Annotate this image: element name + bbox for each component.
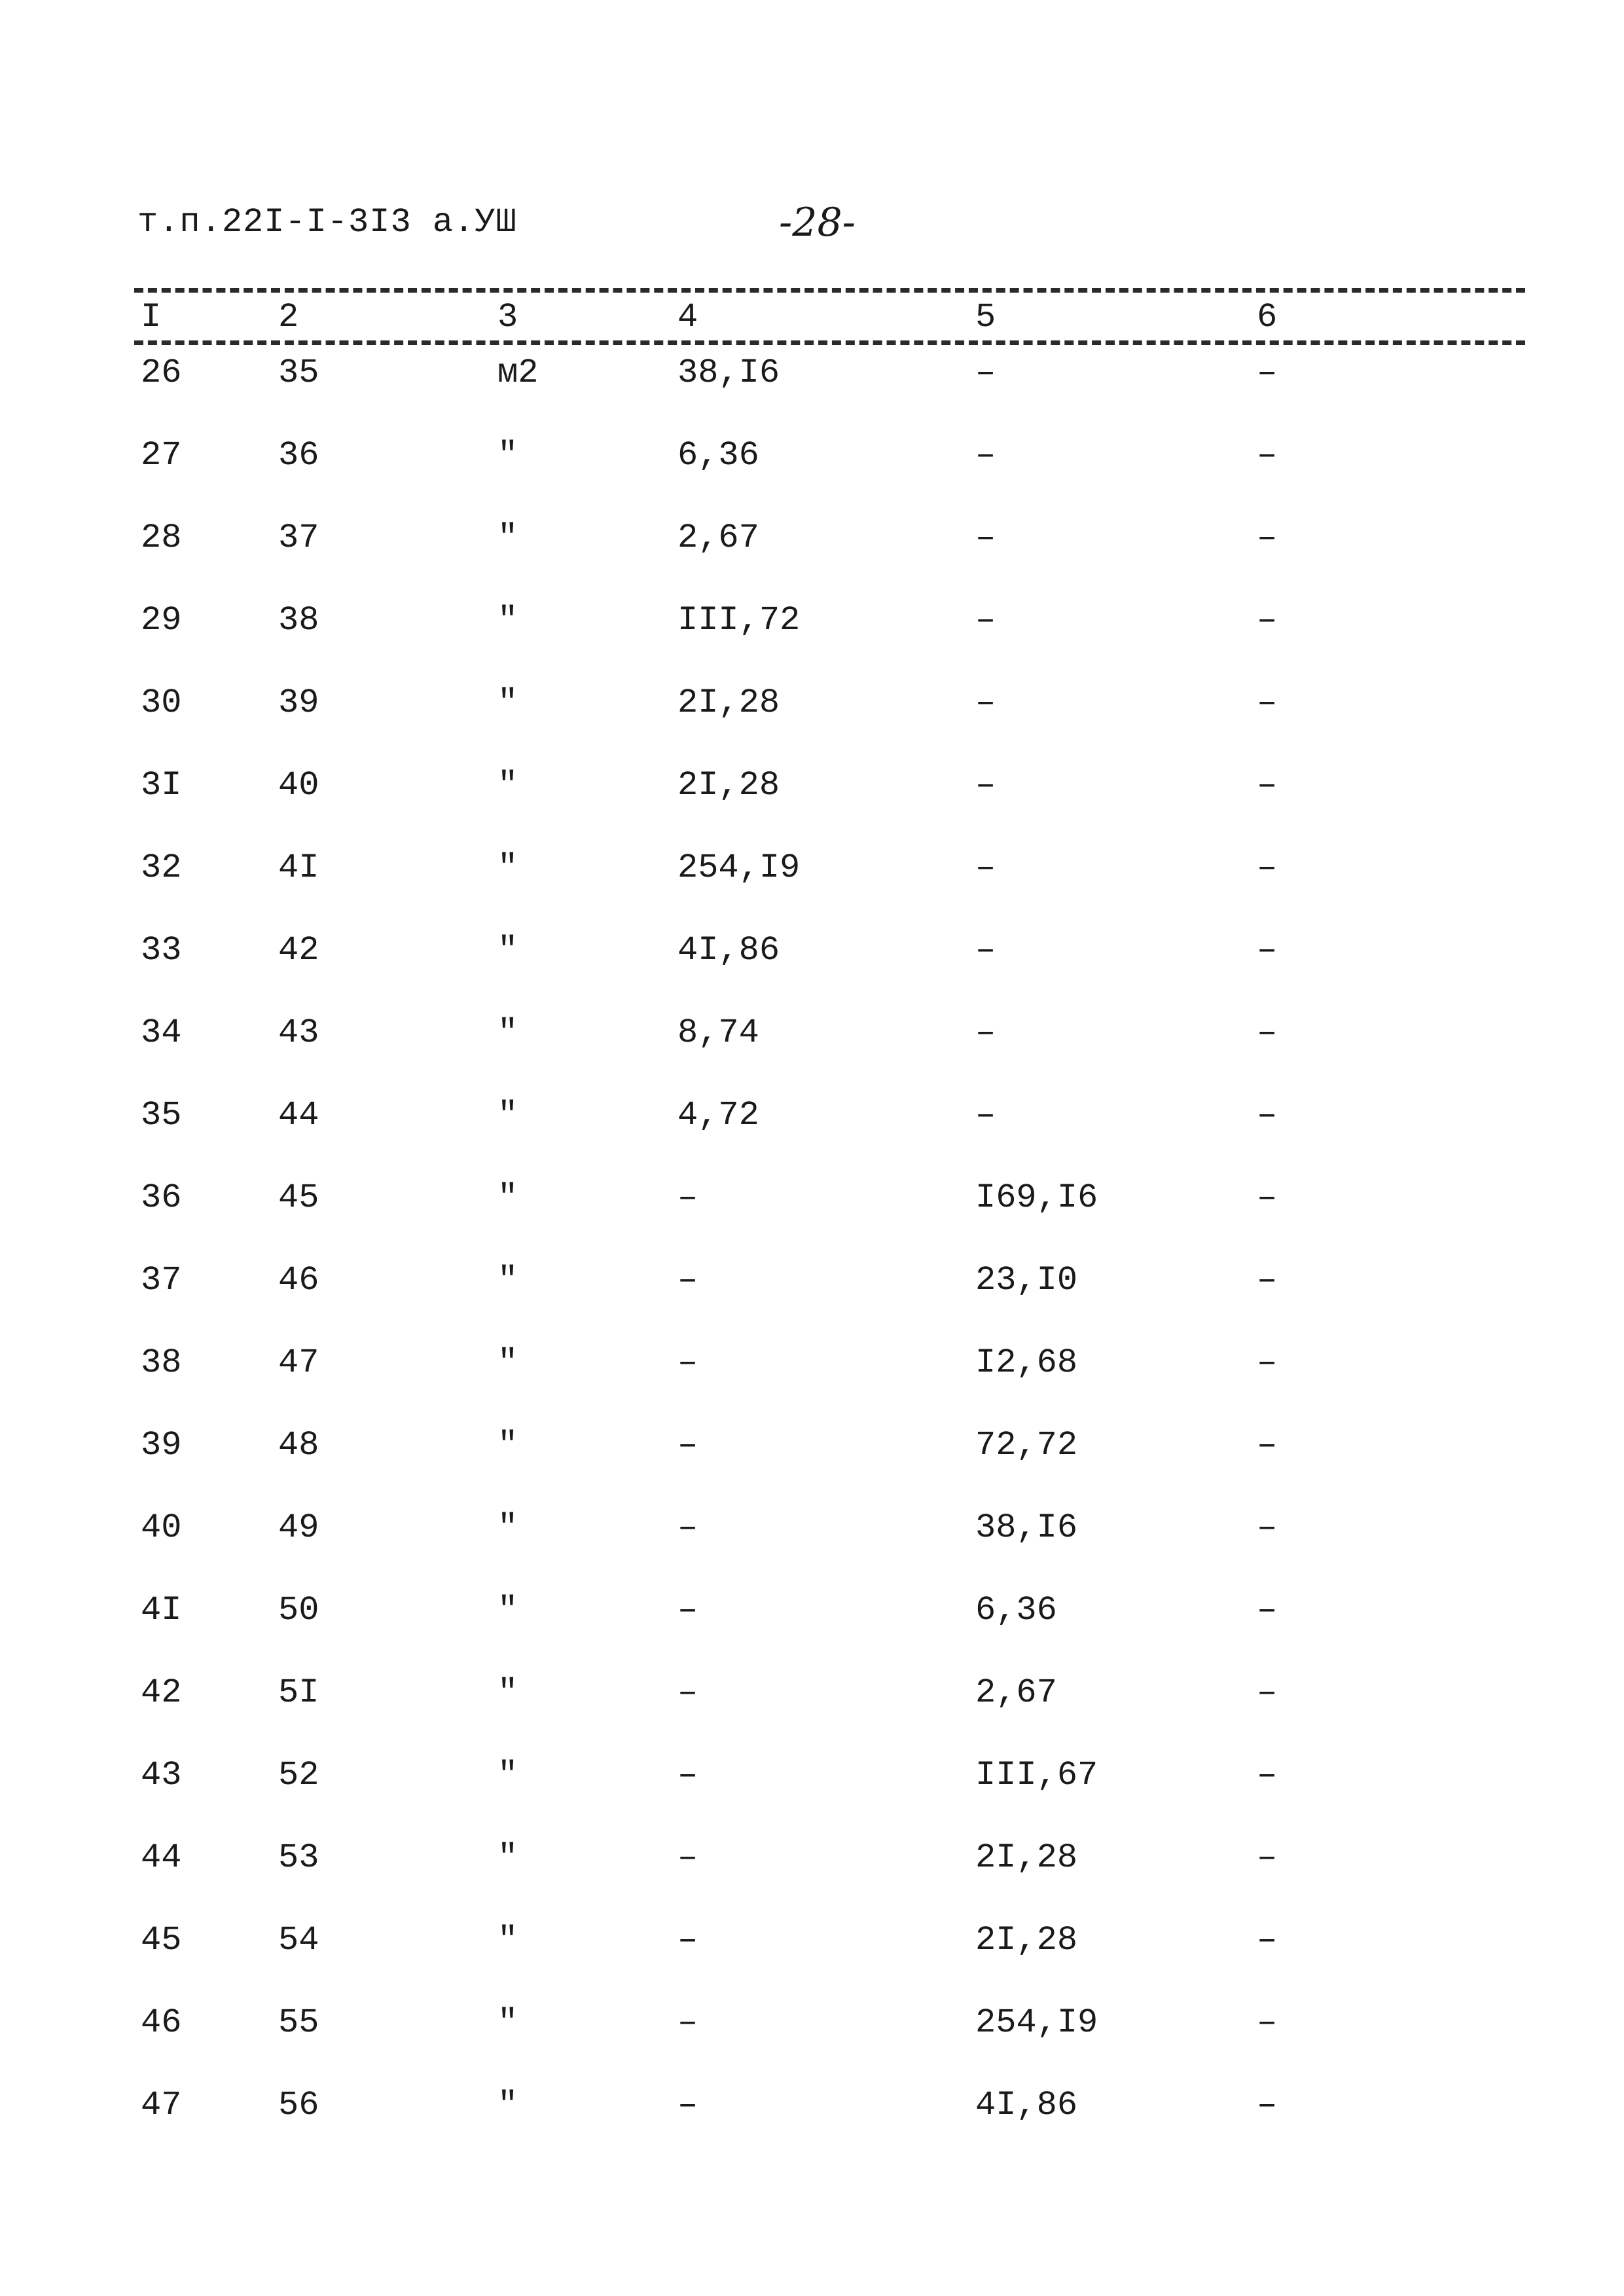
table-cell: 72,72 [975, 1426, 1078, 1465]
table-cell: " [497, 848, 518, 887]
table-cell: " [497, 436, 518, 475]
table-cell: 2,67 [677, 519, 759, 557]
table-cell: 42 [278, 931, 319, 970]
column-number: 5 [975, 298, 996, 337]
table-cell: 2I,28 [677, 683, 780, 722]
table-cell: III,72 [677, 601, 801, 640]
table-cell: " [497, 1343, 518, 1382]
table-cell: 34 [141, 1013, 182, 1052]
table-cell: 43 [141, 1756, 182, 1795]
table-cell: – [1257, 1261, 1278, 1300]
table-cell: 23,I0 [975, 1261, 1078, 1300]
column-number: 6 [1257, 298, 1278, 337]
top-dashed-rule [134, 288, 1525, 293]
table-cell: – [1257, 1426, 1278, 1465]
table-cell: 52 [278, 1756, 319, 1795]
table-cell: – [1257, 2003, 1278, 2042]
table-cell: – [677, 1673, 698, 1712]
table-cell: " [497, 2003, 518, 2042]
header-dashed-rule [134, 340, 1525, 345]
table-cell: 32 [141, 848, 182, 887]
table-cell: 46 [141, 2003, 182, 2042]
table-cell: " [497, 1673, 518, 1712]
table-cell: – [975, 683, 996, 722]
table-cell: 2I,28 [677, 766, 780, 805]
table-cell: – [1257, 601, 1278, 640]
table-cell: 42 [141, 1673, 182, 1712]
table-cell: 37 [278, 519, 319, 557]
table-cell: 36 [278, 436, 319, 475]
table-cell: – [975, 354, 996, 392]
table-cell: 44 [278, 1096, 319, 1135]
table-cell: – [975, 436, 996, 475]
table-cell: " [497, 1591, 518, 1630]
table-cell: 4I,86 [975, 2086, 1078, 2124]
table-cell: 2I,28 [975, 1921, 1078, 1959]
table-row [0, 1013, 1624, 1053]
table-row [0, 2003, 1624, 2043]
table-row [0, 1178, 1624, 1218]
table-cell: – [1257, 1343, 1278, 1382]
document-reference: т.п.22I-I-3I3 а.УШ [137, 203, 517, 242]
column-number-row [0, 298, 1624, 337]
table-cell: – [975, 848, 996, 887]
table-cell: – [677, 1838, 698, 1877]
table-cell: " [497, 1178, 518, 1217]
table-cell: " [497, 1921, 518, 1959]
table-row [0, 1096, 1624, 1135]
table-cell: 254,I9 [975, 2003, 1098, 2042]
page-number: -28- [779, 200, 856, 246]
table-cell: – [1257, 1756, 1278, 1795]
table-row [0, 1921, 1624, 1960]
table-cell: 50 [278, 1591, 319, 1630]
table-cell: 6,36 [677, 436, 759, 475]
table-cell: 4I [278, 848, 319, 887]
column-number: 2 [278, 298, 299, 337]
table-row [0, 1426, 1624, 1465]
table-cell: 47 [278, 1343, 319, 1382]
table-cell: – [1257, 1096, 1278, 1135]
table-row [0, 683, 1624, 723]
table-cell: 4I,86 [677, 931, 780, 970]
table-cell: – [1257, 519, 1278, 557]
table-cell: I69,I6 [975, 1178, 1098, 1217]
table-cell: – [677, 2086, 698, 2124]
table-cell: – [975, 519, 996, 557]
table-cell: " [497, 1508, 518, 1547]
table-cell: – [1257, 1178, 1278, 1217]
column-number: I [141, 298, 162, 337]
table-cell: " [497, 2086, 518, 2124]
table-cell: 254,I9 [677, 848, 801, 887]
table-cell: – [1257, 1921, 1278, 1959]
table-cell: III,67 [975, 1756, 1098, 1795]
table-cell: 4I [141, 1591, 182, 1630]
table-cell: 29 [141, 601, 182, 640]
table-cell: – [677, 2003, 698, 2042]
table-cell: 48 [278, 1426, 319, 1465]
table-row [0, 1756, 1624, 1795]
table-cell: 2I,28 [975, 1838, 1078, 1877]
table-cell: 27 [141, 436, 182, 475]
table-cell: 40 [141, 1508, 182, 1547]
table-cell: – [1257, 931, 1278, 970]
table-cell: " [497, 1261, 518, 1300]
table-cell: 6,36 [975, 1591, 1057, 1630]
table-row [0, 1673, 1624, 1713]
column-number: 3 [497, 298, 518, 337]
table-cell: 56 [278, 2086, 319, 2124]
table-row [0, 354, 1624, 393]
table-row [0, 848, 1624, 888]
table-cell: – [1257, 1013, 1278, 1052]
table-cell: 5I [278, 1673, 319, 1712]
table-row [0, 436, 1624, 475]
table-cell: 28 [141, 519, 182, 557]
table-cell: – [1257, 766, 1278, 805]
table-cell: 35 [278, 354, 319, 392]
table-cell: 38,I6 [677, 354, 780, 392]
table-cell: 39 [278, 683, 319, 722]
table-cell: 38 [141, 1343, 182, 1382]
table-cell: 33 [141, 931, 182, 970]
table-row [0, 766, 1624, 805]
table-cell: – [975, 1096, 996, 1135]
table-cell: – [975, 766, 996, 805]
table-cell: 38,I6 [975, 1508, 1078, 1547]
table-row [0, 931, 1624, 970]
table-cell: – [1257, 1673, 1278, 1712]
table-cell: 54 [278, 1921, 319, 1959]
table-cell: 53 [278, 1838, 319, 1877]
table-cell: – [1257, 436, 1278, 475]
table-cell: 49 [278, 1508, 319, 1547]
table-cell: – [677, 1921, 698, 1959]
table-cell: – [677, 1508, 698, 1547]
table-cell: 36 [141, 1178, 182, 1217]
table-cell: 45 [278, 1178, 319, 1217]
table-cell: – [1257, 1508, 1278, 1547]
table-cell: – [1257, 683, 1278, 722]
table-cell: 38 [278, 601, 319, 640]
table-cell: " [497, 1756, 518, 1795]
table-cell: " [497, 931, 518, 970]
table-cell: – [677, 1591, 698, 1630]
table-cell: 43 [278, 1013, 319, 1052]
table-cell: – [1257, 1591, 1278, 1630]
table-cell: 44 [141, 1838, 182, 1877]
table-cell: – [677, 1756, 698, 1795]
table-cell: – [975, 601, 996, 640]
table-cell: 37 [141, 1261, 182, 1300]
table-cell: – [1257, 354, 1278, 392]
table-cell: I2,68 [975, 1343, 1078, 1382]
table-cell: 39 [141, 1426, 182, 1465]
table-row [0, 1508, 1624, 1548]
table-cell: – [975, 1013, 996, 1052]
table-row [0, 1838, 1624, 1878]
table-cell: " [497, 1426, 518, 1465]
table-row [0, 2086, 1624, 2125]
table-row [0, 519, 1624, 558]
table-cell: – [677, 1426, 698, 1465]
table-cell: 35 [141, 1096, 182, 1135]
table-cell: 45 [141, 1921, 182, 1959]
column-number: 4 [677, 298, 698, 337]
table-cell: 47 [141, 2086, 182, 2124]
table-row [0, 601, 1624, 640]
table-cell: " [497, 1013, 518, 1052]
table-cell: м2 [497, 354, 539, 392]
table-cell: – [677, 1261, 698, 1300]
table-cell: 8,74 [677, 1013, 759, 1052]
table-cell: – [677, 1343, 698, 1382]
table-cell: 40 [278, 766, 319, 805]
table-cell: 4,72 [677, 1096, 759, 1135]
table-row [0, 1343, 1624, 1383]
table-cell: – [1257, 2086, 1278, 2124]
table-cell: " [497, 601, 518, 640]
table-cell: " [497, 766, 518, 805]
table-cell: " [497, 1096, 518, 1135]
table-cell: 55 [278, 2003, 319, 2042]
table-cell: – [1257, 1838, 1278, 1877]
table-cell: 3I [141, 766, 182, 805]
table-cell: " [497, 683, 518, 722]
table-cell: " [497, 1838, 518, 1877]
table-cell: 26 [141, 354, 182, 392]
table-cell: 30 [141, 683, 182, 722]
table-cell: – [1257, 848, 1278, 887]
table-cell: 46 [278, 1261, 319, 1300]
table-cell: " [497, 519, 518, 557]
table-cell: – [975, 931, 996, 970]
table-cell: 2,67 [975, 1673, 1057, 1712]
table-row [0, 1591, 1624, 1630]
table-cell: – [677, 1178, 698, 1217]
table-row [0, 1261, 1624, 1300]
